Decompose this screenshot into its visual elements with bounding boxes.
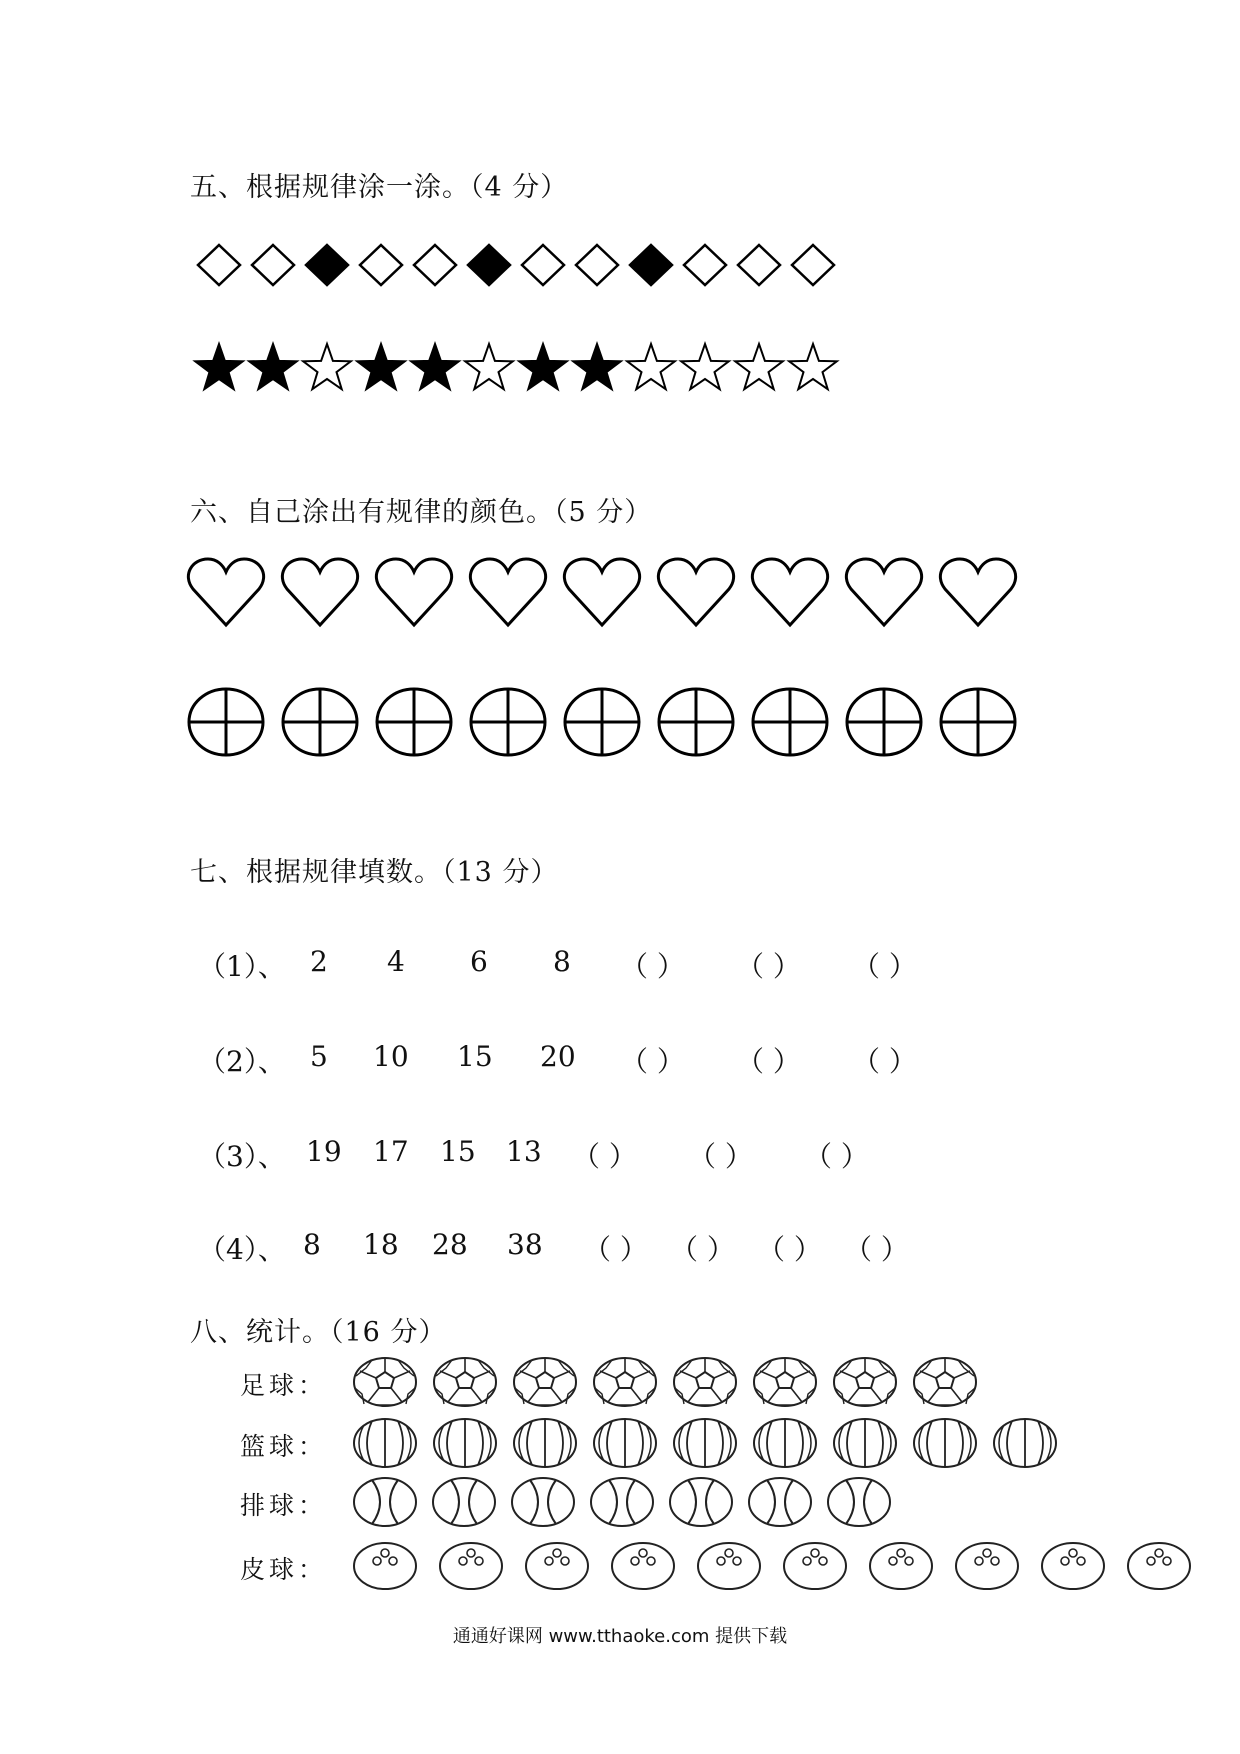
answer-blank[interactable]: （ ）: [852, 1045, 917, 1078]
star-pattern-row: [192, 340, 840, 394]
sequence-number: 18: [363, 1228, 399, 1261]
sequence-number: 5: [310, 1040, 328, 1073]
rubber-ball-icon: [696, 1540, 762, 1592]
section5-title: 五、根据规律涂一涂。（4 分）: [190, 172, 569, 203]
rubber-ball-icon: [954, 1540, 1020, 1592]
quartered-circle-icon: [186, 686, 266, 758]
section8-title: 八、统计。（16 分）: [190, 1317, 447, 1348]
rubber-ball-icon: [1126, 1540, 1192, 1592]
soccer-ball-icon: [752, 1356, 818, 1408]
heart-icon: [468, 555, 548, 631]
heart-icon: [186, 555, 266, 631]
answer-blank[interactable]: （ ）: [757, 1233, 822, 1266]
answer-blank[interactable]: （ ）: [688, 1140, 753, 1173]
sequence-label: （1）、: [198, 950, 286, 983]
sequence-label: （2）、: [198, 1045, 286, 1078]
soccer-ball-icon: [832, 1356, 898, 1408]
sequence-number: 2: [310, 945, 328, 978]
section7-title: 七、根据规律填数。（13 分）: [190, 857, 559, 888]
hollow-star-icon: [786, 340, 840, 394]
sequence-number: 38: [507, 1228, 543, 1261]
heart-icon: [562, 555, 642, 631]
volleyball-icon: [589, 1476, 655, 1528]
sequence-number: 8: [553, 945, 571, 978]
basketball-icon: [832, 1417, 898, 1469]
volleyball-icon: [826, 1476, 892, 1528]
hollow-star-icon: [732, 340, 786, 394]
filled-diamond-icon: [300, 240, 354, 290]
sequence-number: 19: [306, 1135, 342, 1168]
hollow-diamond-icon: [246, 240, 300, 290]
hollow-star-icon: [300, 340, 354, 394]
filled-star-icon: [246, 340, 300, 394]
soccer-ball-icon: [672, 1356, 738, 1408]
rubber-ball-icon: [782, 1540, 848, 1592]
answer-blank[interactable]: （ ）: [670, 1233, 735, 1266]
rubber-ball-icon: [868, 1540, 934, 1592]
soccer-ball-icon: [912, 1356, 978, 1408]
diamond-pattern-row: [192, 240, 840, 290]
rubber-ball-icon: [524, 1540, 590, 1592]
sequence-number: 8: [303, 1228, 321, 1261]
heart-icon: [656, 555, 736, 631]
circle-row: [186, 686, 1032, 758]
quartered-circle-icon: [844, 686, 924, 758]
basketball-icon: [912, 1417, 978, 1469]
heart-row: [186, 555, 1032, 631]
rubber-ball-icon: [1040, 1540, 1106, 1592]
basketball-icon: [672, 1417, 738, 1469]
volleyball-icon: [747, 1476, 813, 1528]
sequence-number: 20: [540, 1040, 576, 1073]
heart-icon: [750, 555, 830, 631]
basketball-icon: [512, 1417, 578, 1469]
filled-star-icon: [192, 340, 246, 394]
filled-star-icon: [354, 340, 408, 394]
quartered-circle-icon: [938, 686, 1018, 758]
quartered-circle-icon: [750, 686, 830, 758]
filled-star-icon: [570, 340, 624, 394]
answer-blank[interactable]: （ ）: [583, 1233, 648, 1266]
basketball-icon: [352, 1417, 418, 1469]
sequence-number: 10: [373, 1040, 409, 1073]
answer-blank[interactable]: （ ）: [804, 1140, 869, 1173]
heart-icon: [280, 555, 360, 631]
filled-diamond-icon: [624, 240, 678, 290]
basketball-icon: [592, 1417, 658, 1469]
heart-icon: [374, 555, 454, 631]
sequence-number: 13: [506, 1135, 542, 1168]
heart-icon: [938, 555, 1018, 631]
sequence-number: 15: [440, 1135, 476, 1168]
hollow-diamond-icon: [192, 240, 246, 290]
ball-type-label: 皮球：: [240, 1555, 328, 1584]
volleyball-icon: [431, 1476, 497, 1528]
hollow-diamond-icon: [786, 240, 840, 290]
volleyball-icon: [352, 1476, 418, 1528]
sequence-number: 6: [470, 945, 488, 978]
rubber-ball-icon: [352, 1540, 418, 1592]
sequence-label: （3）、: [198, 1140, 286, 1173]
sequence-number: 15: [457, 1040, 493, 1073]
hollow-diamond-icon: [570, 240, 624, 290]
ball-type-label: 足球：: [240, 1371, 328, 1400]
soccer-ball-icon: [432, 1356, 498, 1408]
answer-blank[interactable]: （ ）: [736, 1045, 801, 1078]
section6-title: 六、自己涂出有规律的颜色。（5 分）: [190, 497, 653, 528]
quartered-circle-icon: [280, 686, 360, 758]
ball-type-label: 排球：: [240, 1491, 328, 1520]
quartered-circle-icon: [656, 686, 736, 758]
soccer-ball-icon: [592, 1356, 658, 1408]
sequence-number: 4: [387, 945, 405, 978]
quartered-circle-icon: [374, 686, 454, 758]
answer-blank[interactable]: （ ）: [620, 1045, 685, 1078]
basketball-icon: [432, 1417, 498, 1469]
rubber-ball-icon: [438, 1540, 504, 1592]
answer-blank[interactable]: （ ）: [852, 950, 917, 983]
hollow-star-icon: [678, 340, 732, 394]
volleyball-icon: [510, 1476, 576, 1528]
quartered-circle-icon: [468, 686, 548, 758]
basketball-icon: [992, 1417, 1058, 1469]
filled-star-icon: [408, 340, 462, 394]
answer-blank[interactable]: （ ）: [736, 950, 801, 983]
answer-blank[interactable]: （ ）: [572, 1140, 637, 1173]
hollow-diamond-icon: [516, 240, 570, 290]
filled-star-icon: [516, 340, 570, 394]
sequence-number: 28: [432, 1228, 468, 1261]
ball-type-label: 篮球：: [240, 1432, 328, 1461]
answer-blank[interactable]: （ ）: [620, 950, 685, 983]
sequence-number: 17: [373, 1135, 409, 1168]
sequence-label: （4）、: [198, 1233, 286, 1266]
answer-blank[interactable]: （ ）: [844, 1233, 909, 1266]
quartered-circle-icon: [562, 686, 642, 758]
heart-icon: [844, 555, 924, 631]
hollow-diamond-icon: [732, 240, 786, 290]
filled-diamond-icon: [462, 240, 516, 290]
footer-credit: 通通好课网 www.tthaoke.com 提供下载: [452, 1626, 788, 1647]
hollow-star-icon: [462, 340, 516, 394]
soccer-ball-icon: [512, 1356, 578, 1408]
volleyball-icon: [668, 1476, 734, 1528]
hollow-diamond-icon: [408, 240, 462, 290]
soccer-ball-icon: [352, 1356, 418, 1408]
rubber-ball-icon: [610, 1540, 676, 1592]
basketball-icon: [752, 1417, 818, 1469]
hollow-star-icon: [624, 340, 678, 394]
hollow-diamond-icon: [354, 240, 408, 290]
hollow-diamond-icon: [678, 240, 732, 290]
